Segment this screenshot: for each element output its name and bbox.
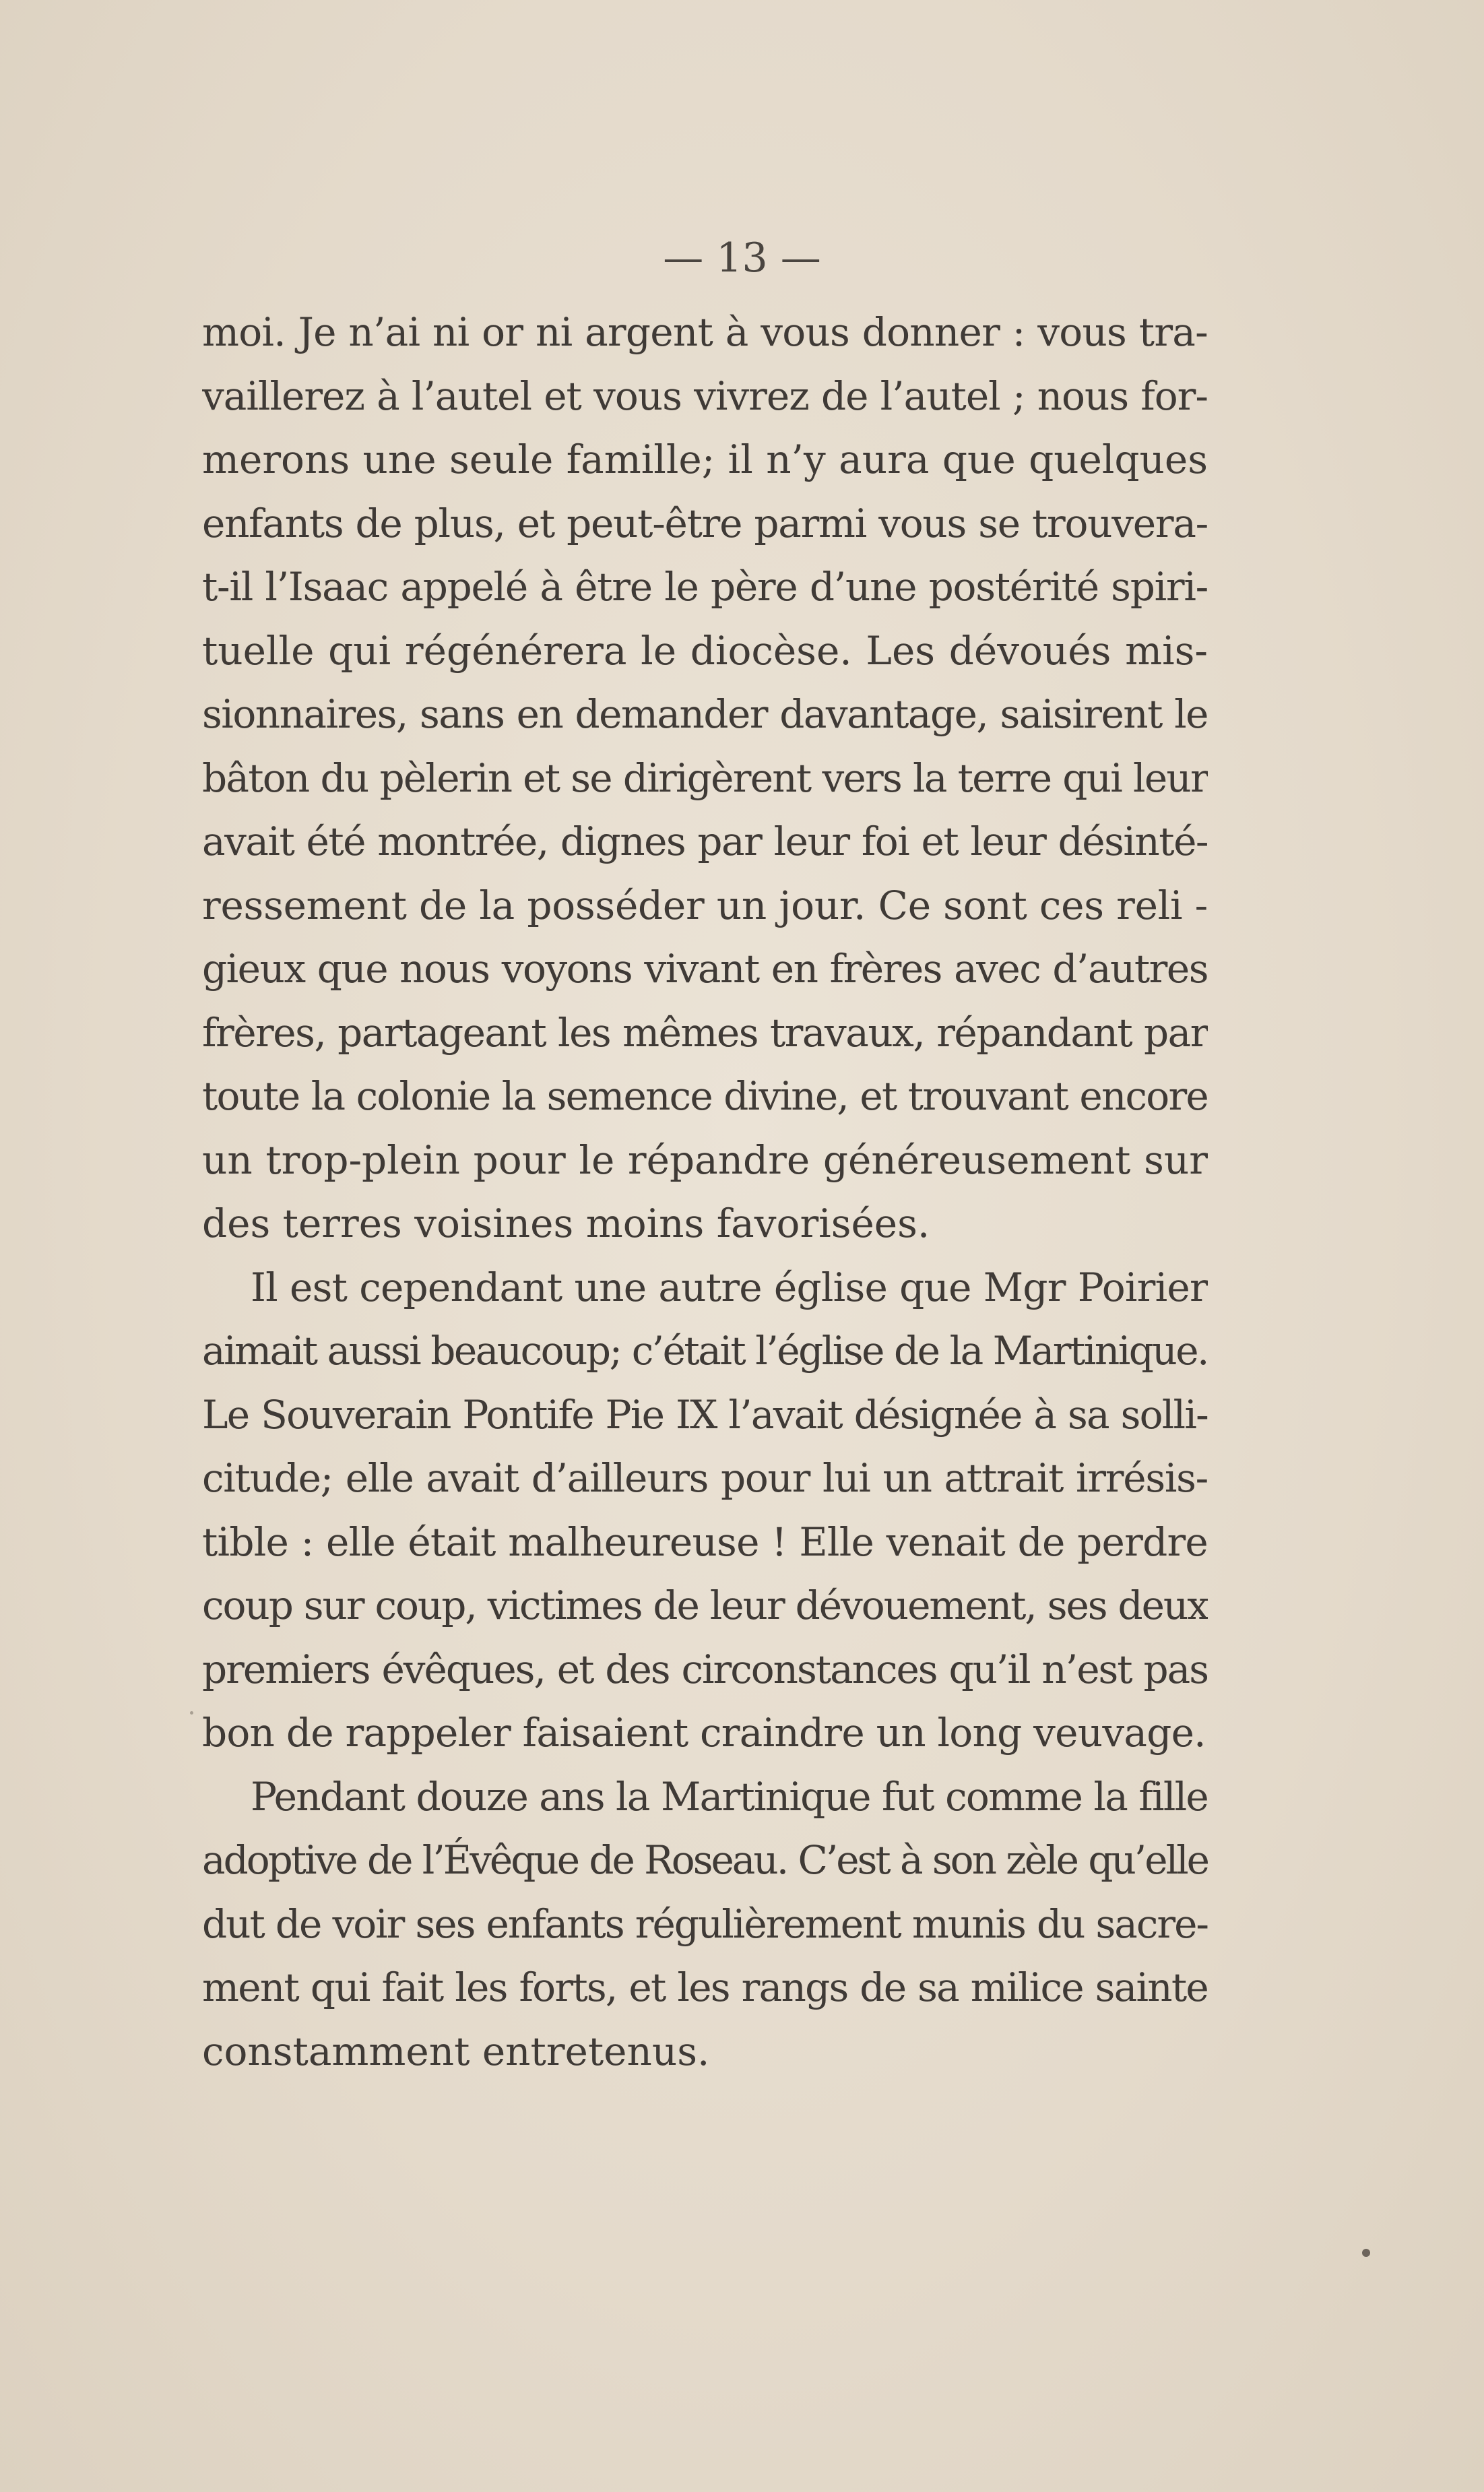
text-line: Le Souverain Pontife Pie IX l’avait désignée à sa solli- (202, 1391, 1208, 1438)
text-line: merons une seule famille; il n’y aura que quelques (202, 437, 1208, 482)
text-line: des terres voisines moins favorisées. (202, 1201, 930, 1246)
text-line: dut de voir ses enfants régulièrement munis du sacre- (202, 1900, 1208, 1947)
text-line: coup sur coup, victimes de leur dévouement, ses deux (202, 1583, 1208, 1628)
text-line: premiers évêques, et des circonstances qu’il n’est pas (202, 1646, 1208, 1692)
text-line: Il est cependant une autre église que Mgr Poirier (251, 1264, 1208, 1310)
text-line: constamment entretenus. (202, 2028, 710, 2074)
text-line: t-il l’Isaac appelé à être le père d’une postérité spiri- (202, 564, 1208, 610)
text-line: ment qui fait les forts, et les rangs de sa milice sainte (202, 1964, 1208, 2010)
text-line: vaillerez à l’autel et vous vivrez de l’autel ; nous for- (202, 373, 1208, 419)
text-line: citude; elle avait d’ailleurs pour lui un attrait irrésis- (202, 1455, 1208, 1501)
text-line: bon de rappeler faisaient craindre un long veuvage. (202, 1710, 1206, 1756)
body-text (202, 300, 1208, 2083)
text-line: bâton du pèlerin et se dirigèrent vers la terre qui leur (202, 755, 1208, 801)
text-line: tuelle qui régénérera le diocèse. Les dévoués mis- (202, 627, 1208, 674)
paper-speck (1362, 2249, 1370, 2257)
text-line: Pendant douze ans la Martinique fut comme la fille (251, 1773, 1208, 1820)
text-line: moi. Je n’ai ni or ni argent à vous donner : vous tra- (202, 309, 1208, 355)
text-line: ressement de la posséder un jour. Ce sont ces reli - (202, 882, 1208, 928)
paper-speck (190, 1711, 193, 1715)
text-line: gieux que nous voyons vivant en frères avec d’autres (202, 946, 1208, 992)
text-line: adoptive de l’Évêque de Roseau. C’est à son zèle qu’elle (202, 1837, 1208, 1883)
text-line: frères, partageant les mêmes travaux, répandant par (202, 1009, 1208, 1056)
text-line: enfants de plus, et peut-être parmi vous se trouvera- (202, 500, 1208, 546)
page-number: — 13 — (663, 234, 821, 282)
text-line: toute la colonie la semence divine, et trouvant encore (202, 1073, 1208, 1119)
text-line: aimait aussi beaucoup; c’était l’église de la Martinique. (202, 1328, 1208, 1374)
text-line: avait été montrée, dignes par leur foi et leur désinté- (202, 819, 1208, 864)
text-line: sionnaires, sans en demander davantage, saisirent le (202, 691, 1208, 737)
text-line: un trop-plein pour le répandre généreusement sur (202, 1137, 1208, 1183)
text-line: tible : elle était malheureuse ! Elle venait de perdre (202, 1519, 1208, 1565)
